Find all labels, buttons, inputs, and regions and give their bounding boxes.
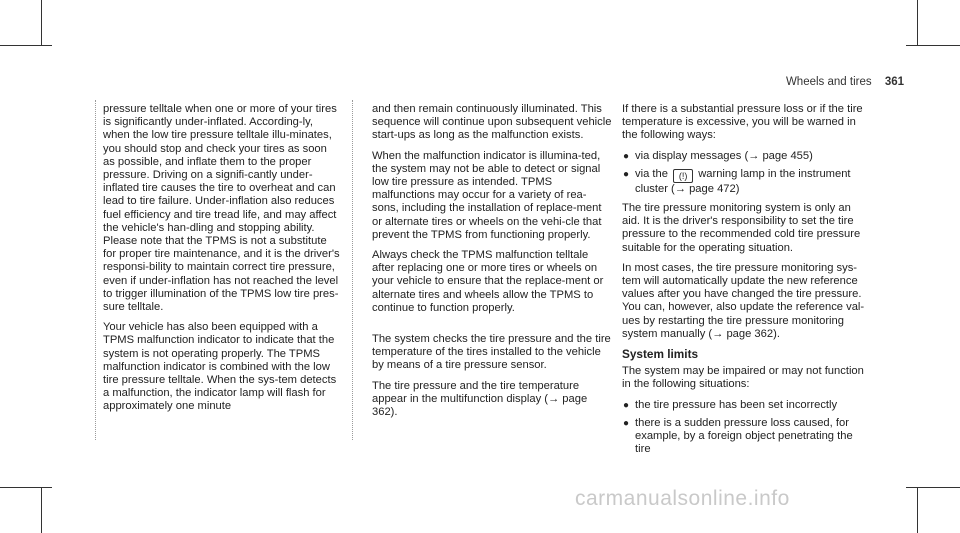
bullet-icon: ● xyxy=(623,399,630,411)
list-item-text: warning lamp in the instrument cluster (→ page 472) xyxy=(635,167,851,195)
system-limits-list xyxy=(622,399,868,457)
section-title: Wheels and tires xyxy=(785,76,872,88)
paragraph: pressure telltale when one or more of your tires is significantly under-inflated. According-ly, when the low tire pressure telltale illu-minates, you should stop and check your tires as soon as possible, and inflate them to the proper pressure. Driving on a signifi-cantly under-inflated tire causes the tire to overheat and can lead to tire failure. Under-inflation also reduces fuel efficiency and tire tread life, and may affect the vehicle's han-dling and stopping ability. Please note that the TPMS is not a substitute for proper tire maintenance, and it is the driver's responsi-bility to maintain correct tire pressure, even if under-inflation has not reached the level to trigger illumination of the TPMS low tire pres-sure telltale. xyxy=(103,103,340,314)
warning-methods-list xyxy=(622,150,868,196)
bullet-icon: ● xyxy=(623,168,630,180)
column-2 xyxy=(372,103,612,426)
section-heading: System limits xyxy=(622,347,699,362)
column-1 xyxy=(103,103,341,421)
crop-mark xyxy=(917,0,918,46)
paragraph: When the malfunction indicator is illumina-ted, the system may not be able to detect or signal low tire pressure as intended. TPMS malfunctions may occur for a variety of rea-sons, including the installation of replace-ment or alternate tires or wheels on the vehi-cle that prevent the TPMS from functioning properly. xyxy=(372,149,602,241)
crop-mark xyxy=(0,487,52,488)
list-item-text: via display messages (→ page 455) xyxy=(635,149,813,162)
page-number: 361 xyxy=(884,76,904,88)
list-item-text: the tire pressure has been set incorrectly xyxy=(635,398,838,411)
running-header xyxy=(786,76,904,88)
bullet-icon: ● xyxy=(623,150,630,162)
paragraph: The system may be impaired or may not function in the following situations: xyxy=(622,365,864,391)
crop-mark xyxy=(906,45,960,46)
column-divider xyxy=(95,100,96,440)
paragraph: The tire pressure monitoring system is only an aid. It is the driver's responsibility to set the tire pressure to the recommended cold tire pressure suitable for the operating situation. xyxy=(622,202,861,254)
paragraph: Your vehicle has also been equipped with a TPMS malfunction indicator to indicate that the system is not operating properly. The TPMS malfunction indicator is combined with the low tire pressure telltale. When the sys-tem detects a malfunction, the indicator lamp will flash for approximately one minute xyxy=(103,321,337,413)
paragraph: and then remain continuously illuminated. This sequence will continue upon subsequent vehicle start-ups as long as the malfunction exists. xyxy=(372,103,612,142)
list-item-text: there is a sudden pressure loss caused, for example, by a foreign object penetrating the tire xyxy=(635,416,853,456)
list-item-text: via the xyxy=(635,167,668,180)
paragraph: If there is a substantial pressure loss or if the tire temperature is excessive, you will be warned in the following ways: xyxy=(622,103,863,142)
tire-pressure-warning-icon: (!) xyxy=(673,169,693,183)
column-3 xyxy=(622,103,868,462)
crop-mark xyxy=(0,45,52,46)
watermark: carmanualsonline.info xyxy=(575,487,790,510)
paragraph: The system checks the tire pressure and the tire temperature of the tires installed to the vehicle by means of a tire pressure sensor. xyxy=(372,333,611,372)
paragraph: In most cases, the tire pressure monitoring sys-tem will automatically update the new reference values after you have changed the tire pressure. You can, however, also update the reference val-ues by restarting the tire pressure monitoring system manually (→ page 362). xyxy=(622,261,865,340)
list-item xyxy=(622,399,868,412)
crop-mark xyxy=(41,0,42,46)
bullet-icon: ● xyxy=(623,417,630,429)
paragraph: Always check the TPMS malfunction telltale after replacing one or more tires or wheels on your vehicle to ensure that the replace-ment or alternate tires and wheels allow the TPMS to continue to function properly. xyxy=(372,249,604,314)
list-item xyxy=(622,150,868,163)
paragraph: The tire pressure and the tire temperature appear in the multifunction display (→ page 362). xyxy=(372,379,588,419)
list-item xyxy=(622,168,868,196)
list-item xyxy=(622,417,868,457)
crop-mark xyxy=(906,487,960,488)
crop-mark xyxy=(917,487,918,533)
column-divider xyxy=(352,100,353,440)
crop-mark xyxy=(41,487,42,533)
